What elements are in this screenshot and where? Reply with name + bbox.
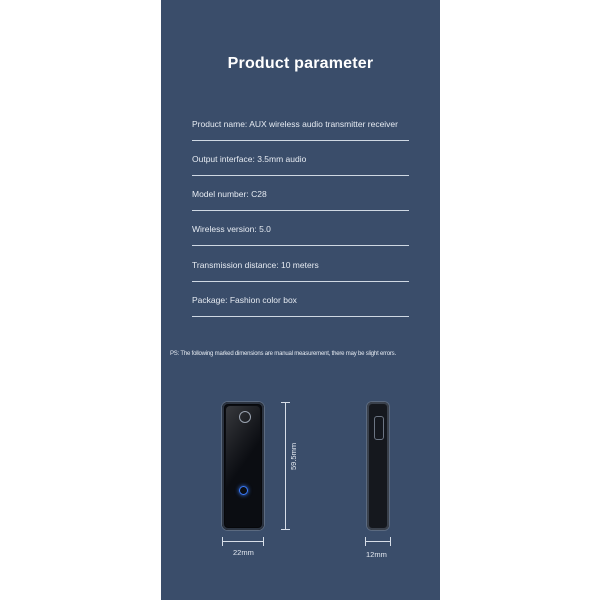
param-transmission-distance bbox=[192, 260, 409, 270]
param-value: 3.5mm audio bbox=[257, 154, 307, 164]
param-value: Fashion color box bbox=[229, 295, 297, 305]
param-label: Product name: bbox=[192, 119, 248, 129]
device-side-image bbox=[367, 402, 389, 530]
thickness-dimension-label: 12mm bbox=[366, 550, 387, 559]
page-title: Product parameter bbox=[227, 55, 374, 72]
divider bbox=[192, 210, 409, 211]
width-dimension-line bbox=[222, 541, 264, 542]
thickness-dimension-line bbox=[365, 541, 391, 542]
led-indicator-icon bbox=[239, 486, 248, 495]
param-package bbox=[192, 295, 409, 305]
width-dimension-cap-right bbox=[263, 537, 264, 546]
param-wireless-version bbox=[192, 224, 409, 234]
height-dimension-cap-bottom bbox=[281, 529, 290, 530]
brand-logo-icon bbox=[239, 411, 251, 423]
height-dimension-label: 59.5mm bbox=[289, 442, 298, 470]
param-output-interface bbox=[192, 154, 409, 164]
divider bbox=[192, 281, 409, 282]
device-front-image bbox=[222, 402, 264, 530]
param-product-name bbox=[192, 119, 409, 129]
param-label: Transmission distance: bbox=[192, 260, 279, 270]
param-value: 5.0 bbox=[259, 224, 271, 234]
param-label: Package: bbox=[192, 295, 228, 305]
parameter-panel bbox=[161, 0, 440, 600]
thickness-dimension-cap-right bbox=[390, 537, 391, 546]
width-dimension-label: 22mm bbox=[233, 548, 254, 557]
param-label: Output interface: bbox=[192, 154, 255, 164]
grip-icon bbox=[374, 416, 384, 440]
thickness-dimension-cap-left bbox=[365, 537, 366, 546]
param-value: AUX wireless audio transmitter receiver bbox=[249, 119, 398, 129]
measurement-note: PS: The following marked dimensions are manual measurement, there may be slight errors. bbox=[170, 351, 396, 357]
height-dimension-line bbox=[285, 402, 286, 530]
divider bbox=[192, 316, 409, 317]
divider bbox=[192, 175, 409, 176]
param-label: Wireless version: bbox=[192, 224, 257, 234]
param-value: 10 meters bbox=[280, 260, 319, 270]
height-dimension-cap-top bbox=[281, 402, 290, 403]
divider bbox=[192, 140, 409, 141]
param-label: Model number: bbox=[192, 189, 249, 199]
param-model-number bbox=[192, 189, 409, 199]
width-dimension-cap-left bbox=[222, 537, 223, 546]
param-value: C28 bbox=[251, 189, 267, 199]
divider bbox=[192, 245, 409, 246]
